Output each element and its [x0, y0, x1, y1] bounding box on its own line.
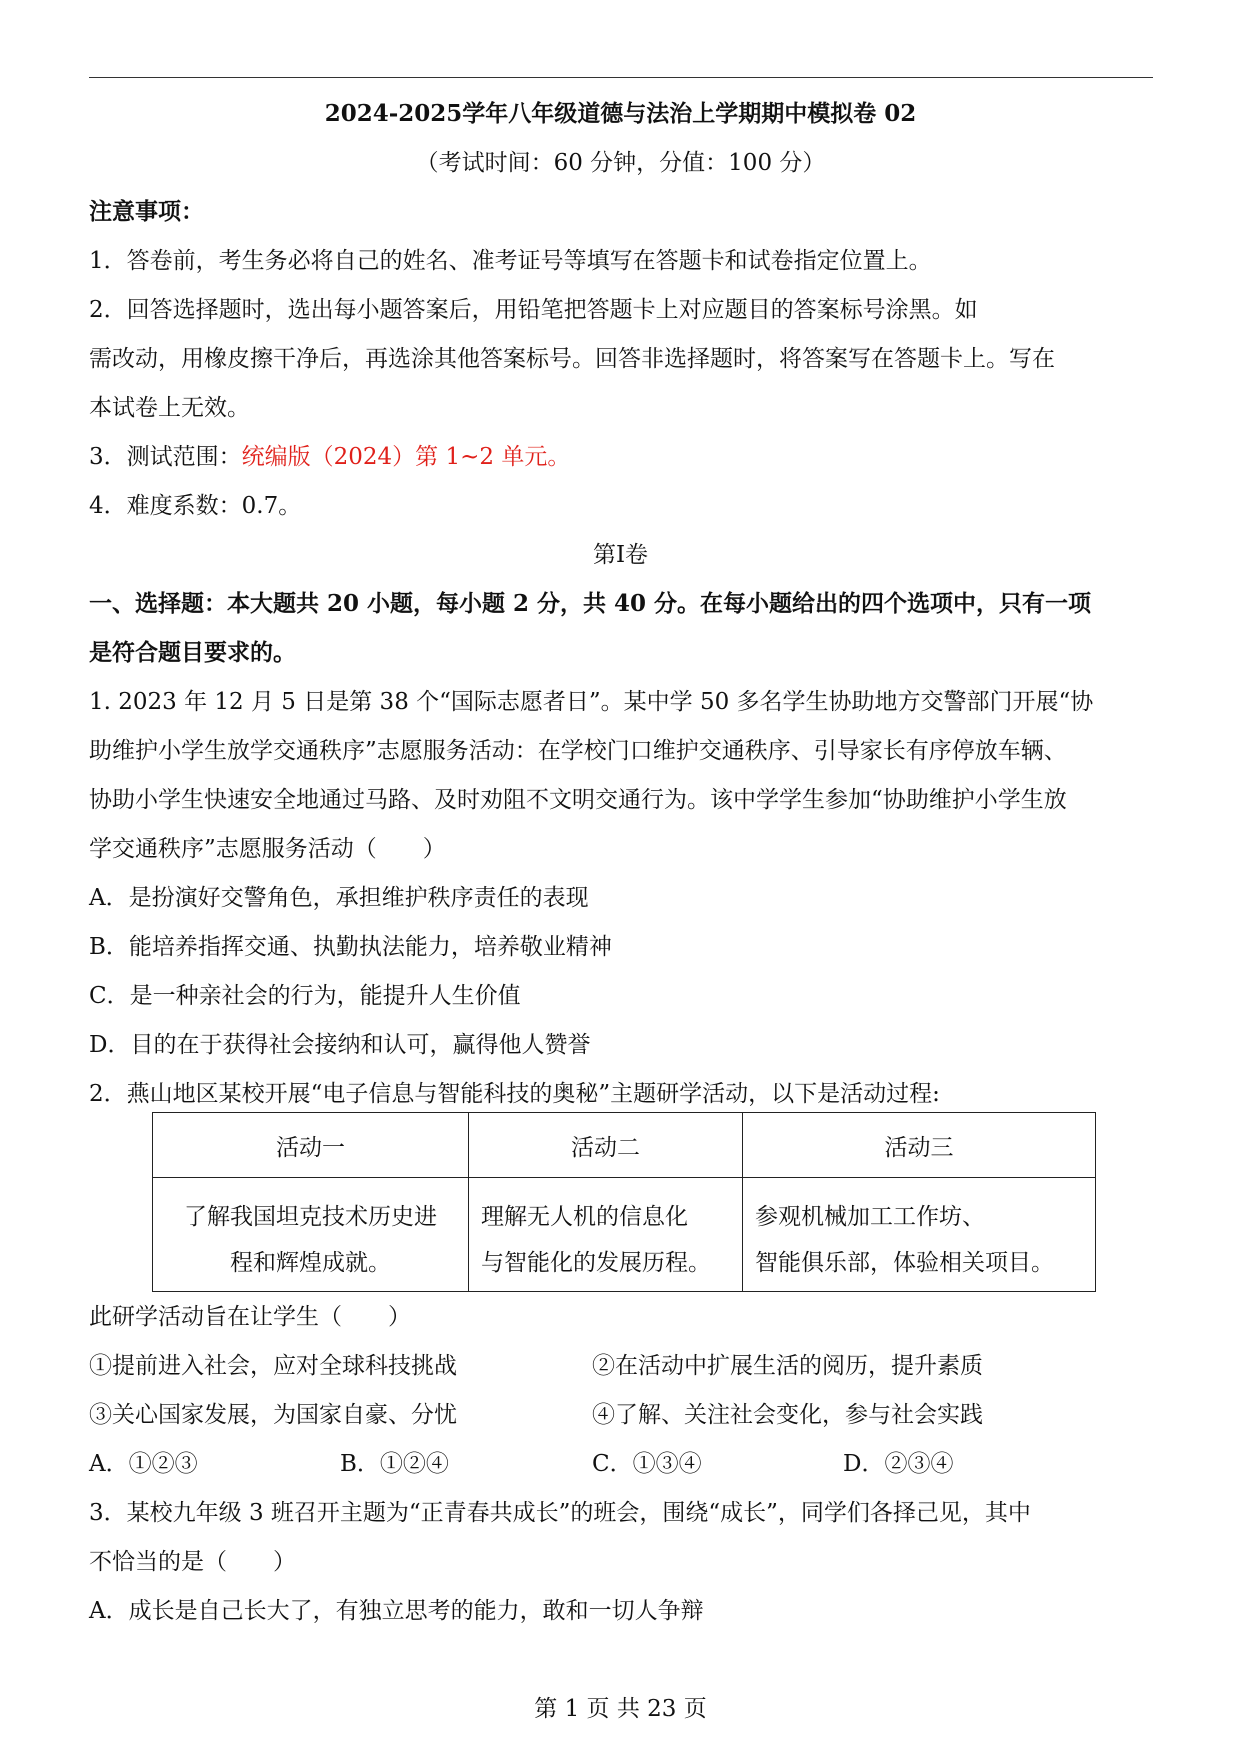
q1-option-a: A．是扮演好交警角色，承担维护秩序责任的表现: [89, 885, 589, 911]
q2-stem: 2．燕山地区某校开展“电子信息与智能科技的奥秘”主题研学活动，以下是活动过程:: [89, 1081, 940, 1107]
q2-option-d: D．②③④: [843, 1451, 954, 1477]
cell-line: 了解我国坦克技术历史进: [184, 1204, 437, 1230]
q1-option-d: D．目的在于获得社会接纳和认可，赢得他人赞誉: [89, 1032, 591, 1058]
q2-statement-1: ①提前进入社会，应对全球科技挑战: [89, 1353, 457, 1379]
header-rule: [89, 77, 1153, 78]
q3-stem-line-1: 3．某校九年级 3 班召开主题为“正青春共成长”的班会，围绕“成长”，同学们各择己见，其中: [89, 1500, 1031, 1526]
q1-stem-line-3: 协助小学生快速安全地通过马路、及时劝阻不文明交通行为。该中学学生参加“协助维护小学生放: [89, 787, 1067, 813]
notes-heading: 注意事项：: [89, 198, 204, 225]
note-4: 4．难度系数：0.7。: [89, 493, 302, 519]
cell-line: 理解无人机的信息化: [481, 1204, 688, 1230]
table-row: [153, 1178, 1096, 1292]
note-1: 1．答卷前，考生务必将自己的姓名、准考证号等填写在答题卡和试卷指定位置上。: [89, 248, 932, 274]
table-header-row: [153, 1113, 1096, 1178]
table-cell: [469, 1178, 743, 1292]
volume-label: 第Ⅰ卷: [592, 542, 649, 568]
activity-table: [152, 1112, 1096, 1292]
q2-statement-4: ④了解、关注社会变化，参与社会实践: [592, 1402, 983, 1428]
table-cell: [153, 1178, 469, 1292]
q1-option-c: C．是一种亲社会的行为，能提升人生价值: [89, 983, 521, 1009]
q2-option-c: C．①③④: [592, 1451, 702, 1477]
q1-stem-line-4: 学交通秩序”志愿服务活动（ ）: [89, 836, 446, 862]
q2-statement-2: ②在活动中扩展生活的阅历，提升素质: [592, 1353, 983, 1379]
section-heading-line-1: 一、选择题：本大题共 20 小题，每小题 2 分，共 40 分。在每小题给出的四个选项中，只有一项: [89, 590, 1092, 617]
table-header: 活动二: [469, 1113, 743, 1178]
cell-line: 与智能化的发展历程。: [481, 1250, 711, 1276]
q1-stem-line-1: 1. 2023 年 12 月 5 日是第 38 个“国际志愿者日”。某中学 50 多名学生协助地方交警部门开展“协: [89, 689, 1094, 715]
q3-option-a: A．成长是自己长大了，有独立思考的能力，敢和一切人争辩: [89, 1598, 704, 1624]
q2-statement-3: ③关心国家发展，为国家自豪、分忧: [89, 1402, 457, 1428]
q1-stem-line-2: 助维护小学生放学交通秩序”志愿服务活动：在学校门口维护交通秩序、引导家长有序停放车辆、: [89, 738, 1067, 764]
note-3: [89, 442, 570, 472]
exam-info: （考试时间：60 分钟，分值：100 分）: [415, 150, 826, 176]
cell-line: 参观机械加工工作坊、: [755, 1204, 985, 1230]
table-cell: [743, 1178, 1096, 1292]
q2-question: 此研学活动旨在让学生（ ）: [89, 1304, 411, 1330]
q2-option-b: B．①②④: [340, 1451, 449, 1477]
cell-line: 程和辉煌成就。: [230, 1250, 391, 1276]
note-2-line-3: 本试卷上无效。: [89, 395, 250, 421]
page-title: 2024-2025学年八年级道德与法治上学期期中模拟卷 02: [324, 100, 917, 127]
section-heading-line-2: 是符合题目要求的。: [89, 639, 296, 666]
page-number: 第 1 页 共 23 页: [534, 1696, 707, 1722]
cell-line: 智能俱乐部，体验相关项目。: [755, 1250, 1054, 1276]
table-header: 活动一: [153, 1113, 469, 1178]
table-header: 活动三: [743, 1113, 1096, 1178]
note-3-label: 3．测试范围：: [89, 444, 242, 470]
note-2-line-1: 2．回答选择题时，选出每小题答案后，用铅笔把答题卡上对应题目的答案标号涂黑。如: [89, 297, 978, 323]
q1-option-b: B．能培养指挥交通、执勤执法能力，培养敬业精神: [89, 934, 612, 960]
q2-option-a: A．①②③: [89, 1451, 198, 1477]
note-2-line-2: 需改动，用橡皮擦干净后，再选涂其他答案标号。回答非选择题时，将答案写在答题卡上。写在: [89, 346, 1055, 372]
q3-stem-line-2: 不恰当的是（ ）: [89, 1549, 296, 1575]
test-range: 统编版（2024）第 1~2 单元。: [241, 444, 571, 470]
